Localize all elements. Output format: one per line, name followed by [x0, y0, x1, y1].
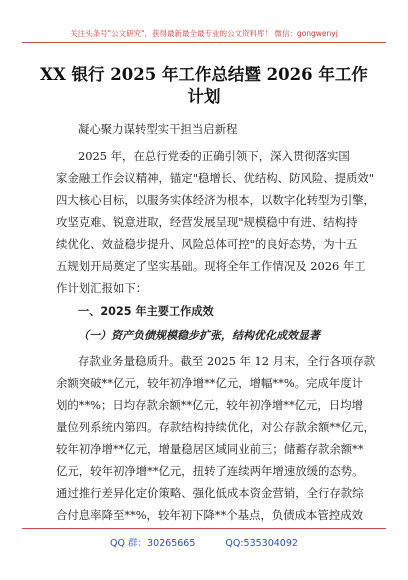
footer-divider: [22, 528, 386, 529]
subtitle: 凝心聚力谋转型实干担当启新程: [78, 122, 238, 136]
title-line-2: 计划: [187, 87, 221, 106]
footer-qq-contact: QQ:535304092: [225, 538, 298, 549]
paragraph-line: 通过推行差异化定价策略、强化低成本资金营销，全行存款综: [56, 486, 364, 500]
title-line-1: XX 银行 2025 年工作总结暨 2026 年工作: [40, 65, 368, 84]
paragraph-line: 余额突破**亿元，较年初净增**亿元，增幅**%。完成年度计: [56, 376, 363, 390]
paragraph-line: 划的**%；日均存款余额**亿元，较年初净增**亿元，日均增: [56, 398, 363, 412]
paragraph-line: 四大核心目标，以服务实体经济为根本，以数字化转型为引擎，: [56, 193, 375, 207]
paragraph-line: 量位列系统内第四。存款结构持续优化，对公存款余额**亿元，: [56, 420, 375, 434]
paragraph-line: 合付息率降至**%，较年初下降**个基点，负债成本管控成效: [56, 508, 363, 522]
header-notice: 关注头条号"公文研究"，获得最新最全最专业的公文资料库！ 微信：gongwenyj: [70, 29, 338, 38]
header-divider: [22, 42, 386, 43]
paragraph-line: 亿元，较年初净增**亿元，扭转了连续两年增速放缓的态势。: [56, 464, 364, 478]
paragraph-line: 作计划汇报如下：: [56, 281, 148, 295]
paragraph-line: 家金融工作会议精神，锚定"稳增长、优结构、防风险、提质效": [56, 171, 375, 185]
subsection-heading: （一）资产负债规模稳步扩张，结构优化成效显著: [78, 329, 320, 342]
paragraph-line: 续优化、效益稳步提升、风险总体可控"的良好态势，为十五: [56, 237, 358, 251]
paragraph-line: 较年初净增**亿元，增量稳居区域同业前三；储蓄存款余额**: [56, 442, 364, 456]
footer: [0, 535, 408, 549]
paragraph-line: 五规划开局奠定了坚实基础。现将全年工作情况及 2026 年工: [56, 259, 366, 273]
footer-qq-group: QQ 群：30265665: [110, 538, 196, 549]
paragraph-line: 2025 年，在总行党委的正确引领下，深入贯彻落实国: [78, 149, 350, 163]
paragraph-line: 攻坚克难、锐意进取，经营发展呈现"规模稳中有进、结构持: [56, 215, 358, 229]
document-title: [40, 64, 368, 108]
section-heading: 一、2025 年主要工作成效: [78, 305, 214, 318]
paragraph-line: 存款业务量稳质升。截至 2025 年 12 月末，全行各项存款: [78, 354, 376, 368]
